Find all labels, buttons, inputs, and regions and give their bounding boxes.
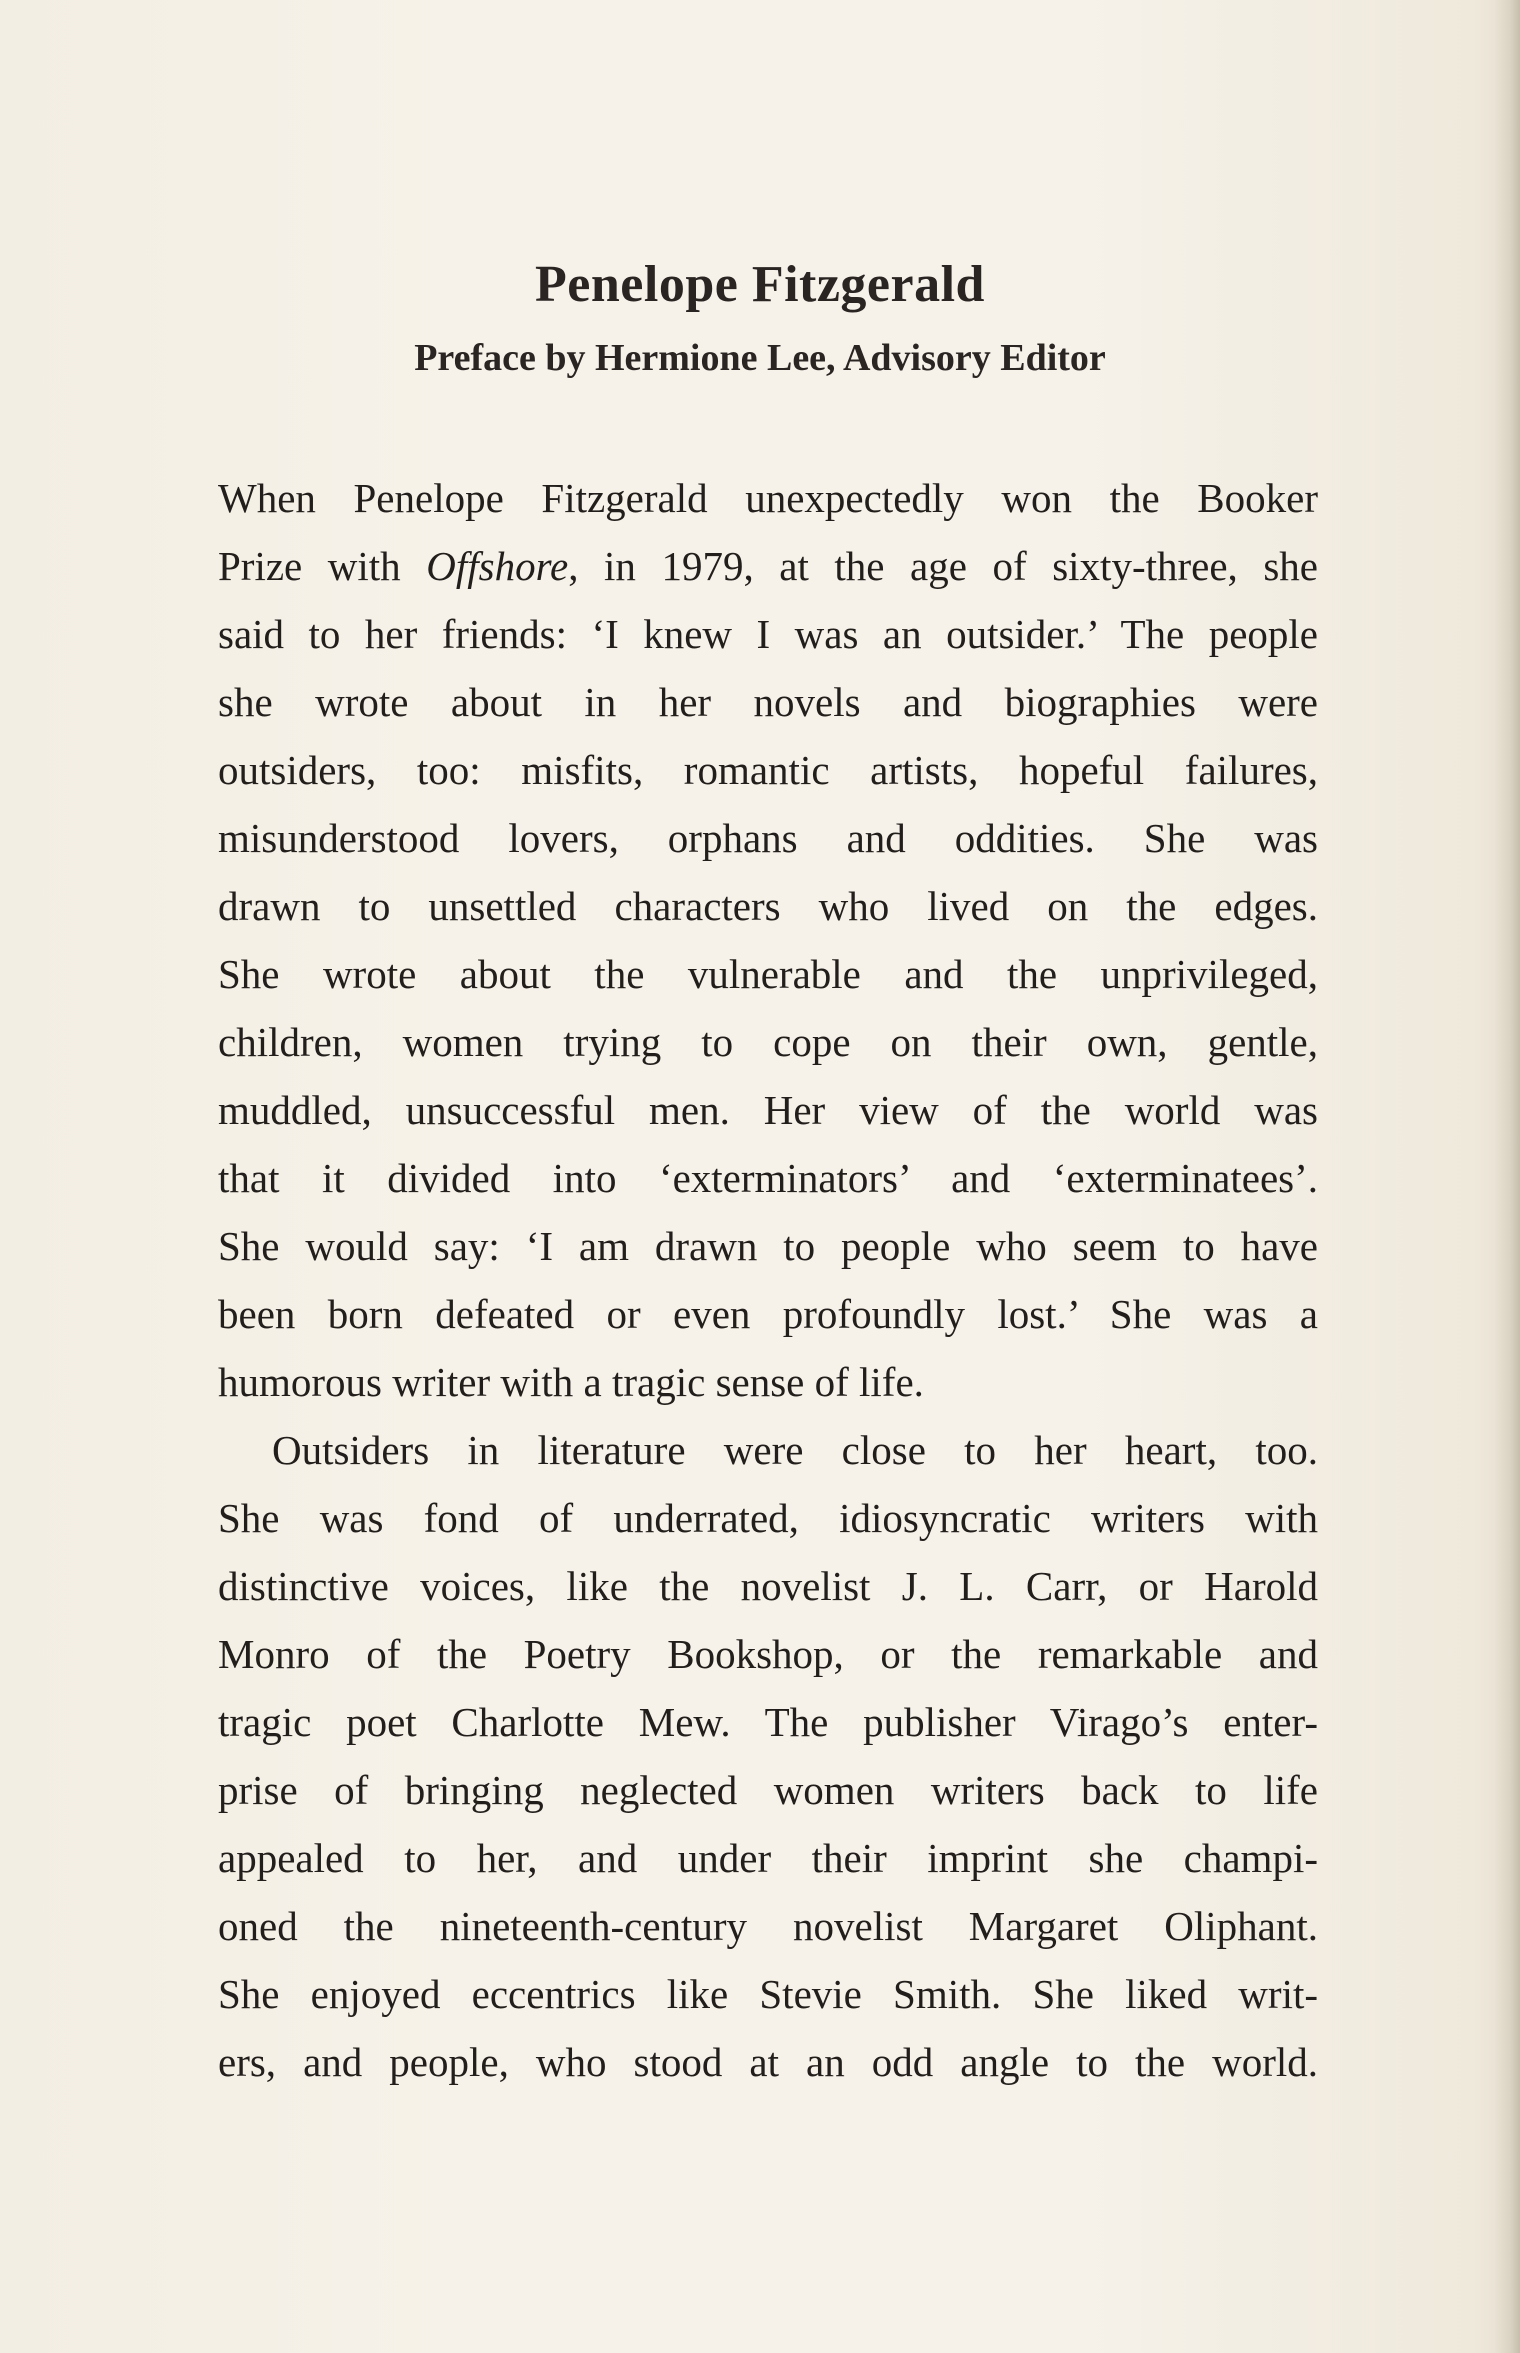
text-line: Outsiders in literature were close to her heart, too. (272, 1427, 1318, 1473)
paragraph-2 (218, 1416, 1318, 2096)
text-line: said to her friends: ‘I knew I was an outsider.’ The people (218, 611, 1318, 657)
text-line: She was fond of underrated, idiosyncratic writers with (218, 1495, 1318, 1541)
text-line: muddled, unsuccessful men. Her view of the world was (218, 1087, 1318, 1133)
text-line: outsiders, too: misfits, romantic artists, hopeful failures, (218, 747, 1318, 793)
text-line: she wrote about in her novels and biographies were (218, 679, 1318, 725)
text-line: humorous writer with a tragic sense of life. (218, 1359, 924, 1405)
text-line: distinctive voices, like the novelist J. L. Carr, or Harold (218, 1563, 1318, 1609)
page-subtitle: Preface by Hermione Lee, Advisory Editor (414, 337, 1106, 379)
text-line: been born defeated or even profoundly lost.’ She was a (218, 1291, 1318, 1337)
text-line: She wrote about the vulnerable and the unprivileged, (218, 951, 1318, 997)
text-line: prise of bringing neglected women writers back to life (218, 1767, 1318, 1813)
text-line: appealed to her, and under their imprint she champi- (218, 1835, 1318, 1881)
italic-title: Offshore (426, 543, 569, 589)
text-line: that it divided into ‘exterminators’ and ‘exterminatees’. (218, 1155, 1318, 1201)
text-line: ers, and people, who stood at an odd angle to the world. (218, 2039, 1318, 2085)
text-line: She would say: ‘I am drawn to people who seem to have (218, 1223, 1318, 1269)
text-line: Monro of the Poetry Bookshop, or the remarkable and (218, 1631, 1318, 1677)
page-title: Penelope Fitzgerald (535, 256, 985, 313)
paragraph-1 (218, 464, 1318, 1416)
text-line: tragic poet Charlotte Mew. The publisher Virago’s enter- (218, 1699, 1318, 1745)
text-line: When Penelope Fitzgerald unexpectedly won the Booker (218, 475, 1318, 521)
text-line: misunderstood lovers, orphans and oddities. She was (218, 815, 1318, 861)
text-line: oned the nineteenth-century novelist Margaret Oliphant. (218, 1903, 1318, 1949)
text-line: Prize with Offshore, in 1979, at the age of sixty-three, she (218, 543, 1318, 589)
preface-body (218, 464, 1318, 2096)
text-line: drawn to unsettled characters who lived on the edges. (218, 883, 1318, 929)
text-line: She enjoyed eccentrics like Stevie Smith. She liked writ- (218, 1971, 1318, 2017)
text-line: children, women trying to cope on their own, gentle, (218, 1019, 1318, 1065)
